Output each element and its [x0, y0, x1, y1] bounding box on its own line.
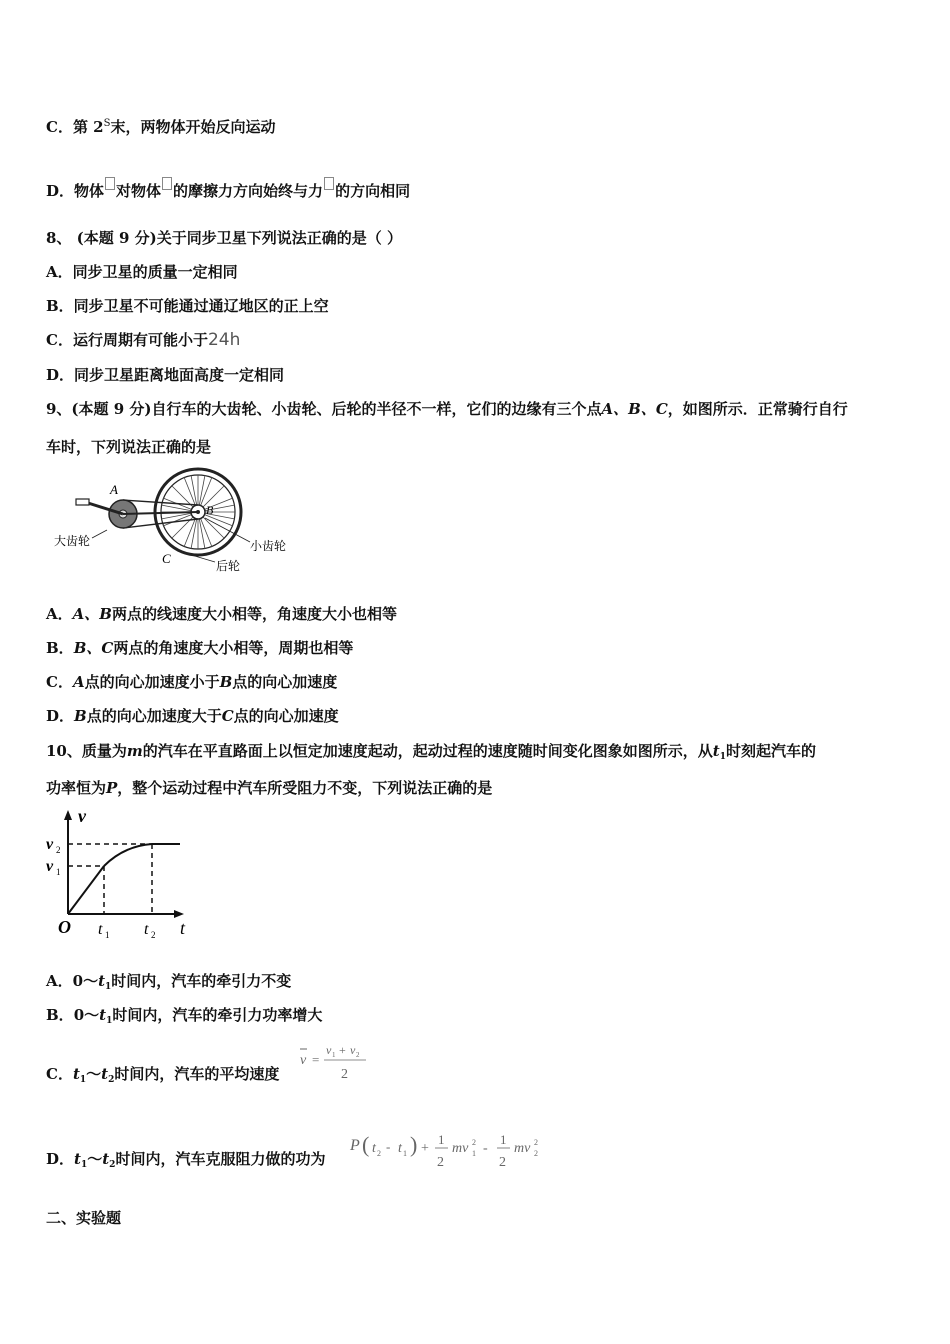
velocity-time-graph — [44, 806, 204, 942]
q8-option-d: D．同步卫星距离地面高度一定相同 — [46, 366, 285, 384]
average-velocity-formula — [296, 1040, 376, 1086]
q10-option-a: A．$0\sim t_1$时间内，汽车的牵引力不变 — [46, 972, 292, 992]
t1-subscript: 1 — [105, 930, 110, 940]
svg-text:1: 1 — [332, 1051, 336, 1059]
q10-stem-line1: 10、质量为m的汽车在平直路面上以恒定加速度起动，起动过程的速度随时间变化图象如图所示，从$t_1$时刻起汽车的 — [46, 742, 816, 762]
svg-text:(: ( — [362, 1132, 370, 1157]
point-a-label: A — [110, 482, 118, 497]
svg-text:): ) — [410, 1132, 418, 1157]
q9-stem-line2: 车时，下列说法正确的是 — [46, 438, 212, 456]
q8-option-c: C．运行周期有可能小于24h — [46, 330, 241, 350]
missing-glyph-box — [324, 177, 334, 190]
q9-option-a: A．A、B两点的线速度大小相等，角速度大小也相等 — [46, 605, 397, 623]
missing-glyph-box — [105, 177, 115, 190]
svg-text:+: + — [421, 1141, 429, 1156]
origin-label: O — [58, 917, 71, 937]
t-axis-label: t — [180, 918, 186, 938]
svg-text:mv: mv — [514, 1141, 531, 1156]
v2-label: v — [46, 836, 54, 853]
svg-text:2: 2 — [356, 1051, 360, 1059]
q9-option-b: B．B、C两点的角速度大小相等，周期也相等 — [46, 639, 354, 657]
svg-text:v: v — [350, 1043, 356, 1057]
svg-text:2: 2 — [499, 1155, 506, 1170]
svg-text:1: 1 — [472, 1149, 476, 1158]
svg-text:2: 2 — [341, 1067, 348, 1082]
rear-wheel-label: 后轮 — [216, 559, 241, 573]
q8-option-a: A．同步卫星的质量一定相同 — [46, 263, 238, 281]
t2-subscript: 2 — [151, 930, 156, 940]
svg-text:1: 1 — [403, 1149, 407, 1158]
q10-option-d: D．$t_1\sim t_2$时间内，汽车克服阻力做的功为 — [46, 1150, 326, 1170]
t1-label: t — [98, 921, 103, 938]
svg-text:2: 2 — [472, 1138, 476, 1147]
t2-label: t — [144, 921, 149, 938]
q7-option-c: C．第 $2^S$末，两物体开始反向运动 — [46, 118, 276, 136]
svg-text:2: 2 — [534, 1138, 538, 1147]
v-axis-label: v — [78, 806, 86, 826]
q7-option-d: D．物体 对物体 的摩擦力方向始终与力 的方向相同 — [46, 177, 410, 201]
v1-subscript: 1 — [56, 867, 61, 877]
svg-text:+: + — [339, 1043, 346, 1057]
big-gear-label: 大齿轮 — [54, 534, 91, 548]
svg-text:=: = — [312, 1052, 320, 1067]
svg-text:P: P — [350, 1137, 360, 1154]
work-formula — [348, 1126, 548, 1172]
small-gear-label: 小齿轮 — [250, 539, 287, 553]
svg-text:mv: mv — [452, 1141, 469, 1156]
svg-text:2: 2 — [437, 1155, 444, 1170]
v2-subscript: 2 — [56, 845, 61, 855]
missing-glyph-box — [162, 177, 172, 190]
q10-stem-line2: 功率恒为P，整个运动过程中汽车所受阻力不变，下列说法正确的是 — [46, 779, 493, 797]
svg-text:1: 1 — [438, 1132, 445, 1147]
svg-text:2: 2 — [377, 1149, 381, 1158]
svg-text:-: - — [483, 1141, 488, 1156]
svg-text:1: 1 — [500, 1132, 507, 1147]
q9-stem-line1: 9、(本题 9 分)自行车的大齿轮、小齿轮、后轮的半径不一样，它们的边缘有三个点A、B、C，如图所示．正常骑行自行 — [46, 400, 848, 418]
svg-text:2: 2 — [534, 1149, 538, 1158]
q9-option-c: C．A点的向心加速度小于B点的向心加速度 — [46, 673, 338, 691]
point-c-label: C — [162, 551, 171, 566]
q9-option-d: D．B点的向心加速度大于C点的向心加速度 — [46, 707, 339, 725]
svg-text:t: t — [398, 1141, 402, 1156]
q10-option-b: B．$0\sim t_1$时间内，汽车的牵引力功率增大 — [46, 1006, 323, 1026]
point-b-label: B — [206, 503, 214, 517]
svg-text:-: - — [386, 1139, 391, 1154]
v1-label: v — [46, 858, 54, 875]
section-heading-experiment: 二、实验题 — [46, 1209, 122, 1227]
bicycle-figure — [50, 466, 300, 578]
svg-text:t: t — [372, 1141, 376, 1156]
q8-option-b: B．同步卫星不可能通过通辽地区的正上空 — [46, 297, 329, 315]
svg-text:v: v — [326, 1043, 332, 1057]
q8-stem: 8、 (本题 9 分)关于同步卫星下列说法正确的是（ ） — [46, 229, 402, 247]
q10-option-c: C．$t_1\sim t_2$时间内，汽车的平均速度 — [46, 1065, 280, 1085]
svg-text:v: v — [300, 1053, 307, 1068]
